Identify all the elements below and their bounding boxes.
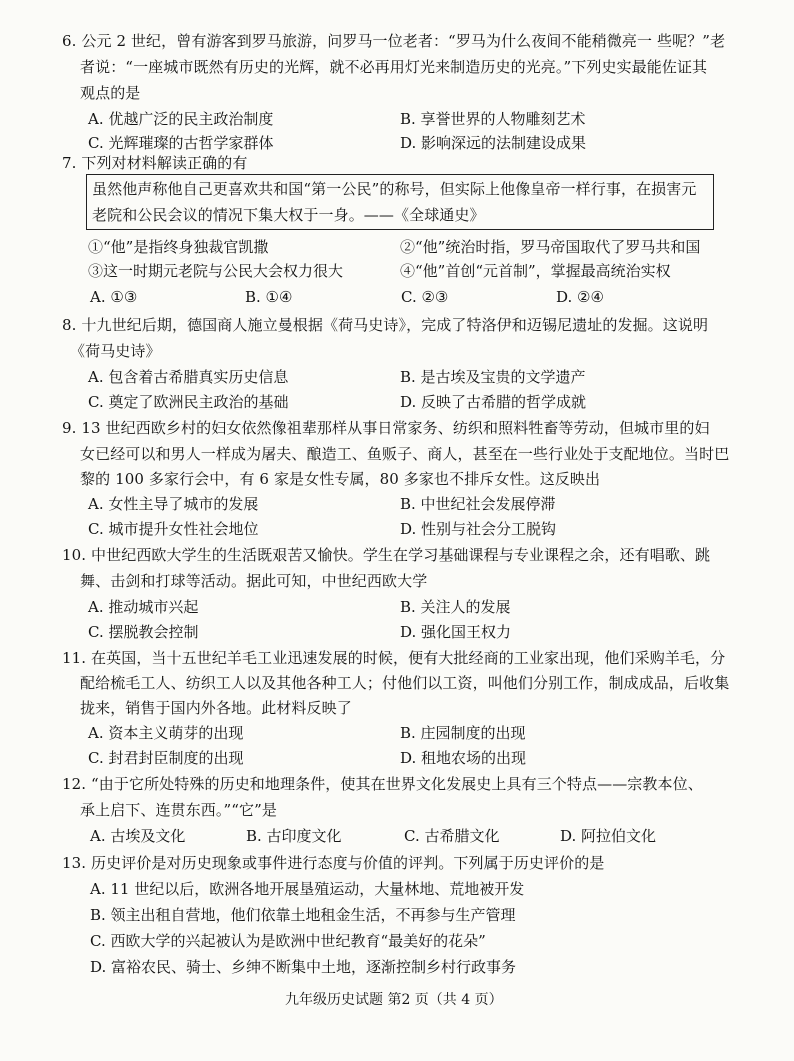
q12-stem-line1: 12. “由于它所处特殊的历史和地理条件，使其在世界文化发展史上具有三个特点——宗教本位、 — [62, 775, 703, 793]
q13-option-d: D. 富裕农民、骑士、乡绅不断集中土地，逐渐控制乡村行政事务 — [90, 958, 517, 976]
q6-stem-line3: 观点的是 — [80, 84, 141, 102]
q10-option-c: C. 摆脱教会控制 — [88, 623, 199, 641]
q9-option-a: A. 女性主导了城市的发展 — [88, 495, 259, 513]
q11-stem-line1: 11. 在英国，当十五世纪羊毛工业迅速发展的时候，便有大批经商的工业家出现，他们采购羊毛，分 — [62, 649, 726, 667]
q8-option-b: B. 是古埃及宝贵的文学遗产 — [400, 368, 586, 386]
q11-option-b: B. 庄园制度的出现 — [400, 724, 526, 742]
q11-stem-line3: 拢来，销售于国内外各地。此材料反映了 — [80, 699, 352, 717]
q13-option-c: C. 西欧大学的兴起被认为是欧洲中世纪教育“最美好的花朵” — [90, 932, 486, 950]
q7-statement-4: ④“他”首创“元首制”，掌握最高统治实权 — [400, 262, 671, 280]
q6-option-d: D. 影响深远的法制建设成果 — [400, 134, 587, 152]
q12-stem-line2: 承上启下、连贯东西。”“它”是 — [80, 801, 278, 819]
q8-option-d: D. 反映了古希腊的哲学成就 — [400, 393, 587, 411]
q6-stem-line1: 6. 公元 2 世纪，曾有游客到罗马旅游，问罗马一位老者：“罗马为什么夜间不能稍微亮一 些呢？”老 — [62, 32, 726, 50]
q10-stem-line2: 舞、击剑和打球等活动。据此可知，中世纪西欧大学 — [80, 572, 428, 590]
q9-option-d: D. 性别与社会分工脱钩 — [400, 520, 557, 538]
q9-stem-line1: 9. 13 世纪西欧乡村的妇女依然像祖辈那样从事日常家务、纺织和照料牲畜等劳动，但城市里的妇 — [62, 419, 710, 437]
q13-option-a: A. 11 世纪以后，欧洲各地开展垦殖运动，大量林地、荒地被开发 — [90, 880, 525, 898]
q6-option-b: B. 享誉世界的人物雕刻艺术 — [400, 110, 586, 128]
q10-option-b: B. 关注人的发展 — [400, 598, 511, 616]
q9-stem-line2: 女已经可以和男人一样成为屠夫、酿造工、鱼贩子、商人，甚至在一些行业处于支配地位。当时巴 — [80, 445, 730, 463]
q10-stem-line1: 10. 中世纪西欧大学生的生活既艰苦又愉快。学生在学习基础课程与专业课程之余，还有唱歌、跳 — [62, 546, 711, 564]
q7-option-d: D. ②④ — [556, 288, 604, 306]
q11-option-c: C. 封君封臣制度的出现 — [88, 749, 244, 767]
page-footer: 九年级历史试题 第2 页（共 4 页） — [285, 992, 503, 1008]
q9-stem-line3: 黎的 100 多家行会中，有 6 家是女性专属，80 多家也不排斥女性。这反映出 — [80, 470, 601, 488]
q12-option-b: B. 古印度文化 — [246, 827, 342, 845]
q11-option-d: D. 租地农场的出现 — [400, 749, 527, 767]
q8-stem-line1: 8. 十九世纪后期，德国商人施立曼根据《荷马史诗》，完成了特洛伊和迈锡尼遗址的发掘。这说明 — [62, 316, 709, 334]
q7-statement-1: ①“他”是指终身独裁官凯撒 — [88, 238, 269, 256]
q10-option-d: D. 强化国王权力 — [400, 623, 512, 641]
q7-option-c: C. ②③ — [401, 288, 449, 306]
q9-option-b: B. 中世纪社会发展停滞 — [400, 495, 556, 513]
q8-stem-line2: 《荷马史诗》 — [70, 342, 161, 360]
q8-option-a: A. 包含着古希腊真实历史信息 — [88, 368, 289, 386]
q12-option-d: D. 阿拉伯文化 — [560, 827, 657, 845]
q6-option-a: A. 优越广泛的民主政治制度 — [88, 110, 274, 128]
q10-option-a: A. 推动城市兴起 — [88, 598, 199, 616]
q7-quote-line2: 老院和公民会议的情况下集大权于一身。——《全球通史》 — [92, 206, 485, 224]
q7-option-a: A. ①③ — [90, 288, 138, 306]
q6-option-c: C. 光辉璀璨的古哲学家群体 — [88, 134, 274, 152]
q6-stem-line2: 者说：“一座城市既然有历史的光辉，就不必再用灯光来制造历史的光亮。”下列史实最能佐证其 — [80, 58, 708, 76]
q12-option-c: C. 古希腊文化 — [404, 827, 500, 845]
q13-option-b: B. 领主出租自营地，他们依靠土地租金生活，不再参与生产管理 — [90, 906, 516, 924]
q7-statement-2: ②“他”统治时指，罗马帝国取代了罗马共和国 — [400, 238, 701, 256]
q9-option-c: C. 城市提升女性社会地位 — [88, 520, 259, 538]
q7-option-b: B. ①④ — [245, 288, 293, 306]
q7-quote-line1: 虽然他声称他自己更喜欢共和国“第一公民”的称号，但实际上他像皇帝一样行事，在损害元 — [92, 180, 697, 198]
q7-statement-3: ③这一时期元老院与公民大会权力很大 — [88, 262, 344, 280]
q8-option-c: C. 奠定了欧洲民主政治的基础 — [88, 393, 289, 411]
q12-option-a: A. 古埃及文化 — [90, 827, 186, 845]
q11-option-a: A. 资本主义萌芽的出现 — [88, 724, 244, 742]
q13-stem-line1: 13. 历史评价是对历史现象或事件进行态度与价值的评判。下列属于历史评价的是 — [62, 854, 605, 872]
q11-stem-line2: 配给梳毛工人、纺织工人以及其他各种工人；付他们以工资，叫他们分别工作，制成成品，后收集 — [80, 674, 730, 692]
q7-stem: 7. 下列对材料解读正确的有 — [62, 154, 248, 172]
